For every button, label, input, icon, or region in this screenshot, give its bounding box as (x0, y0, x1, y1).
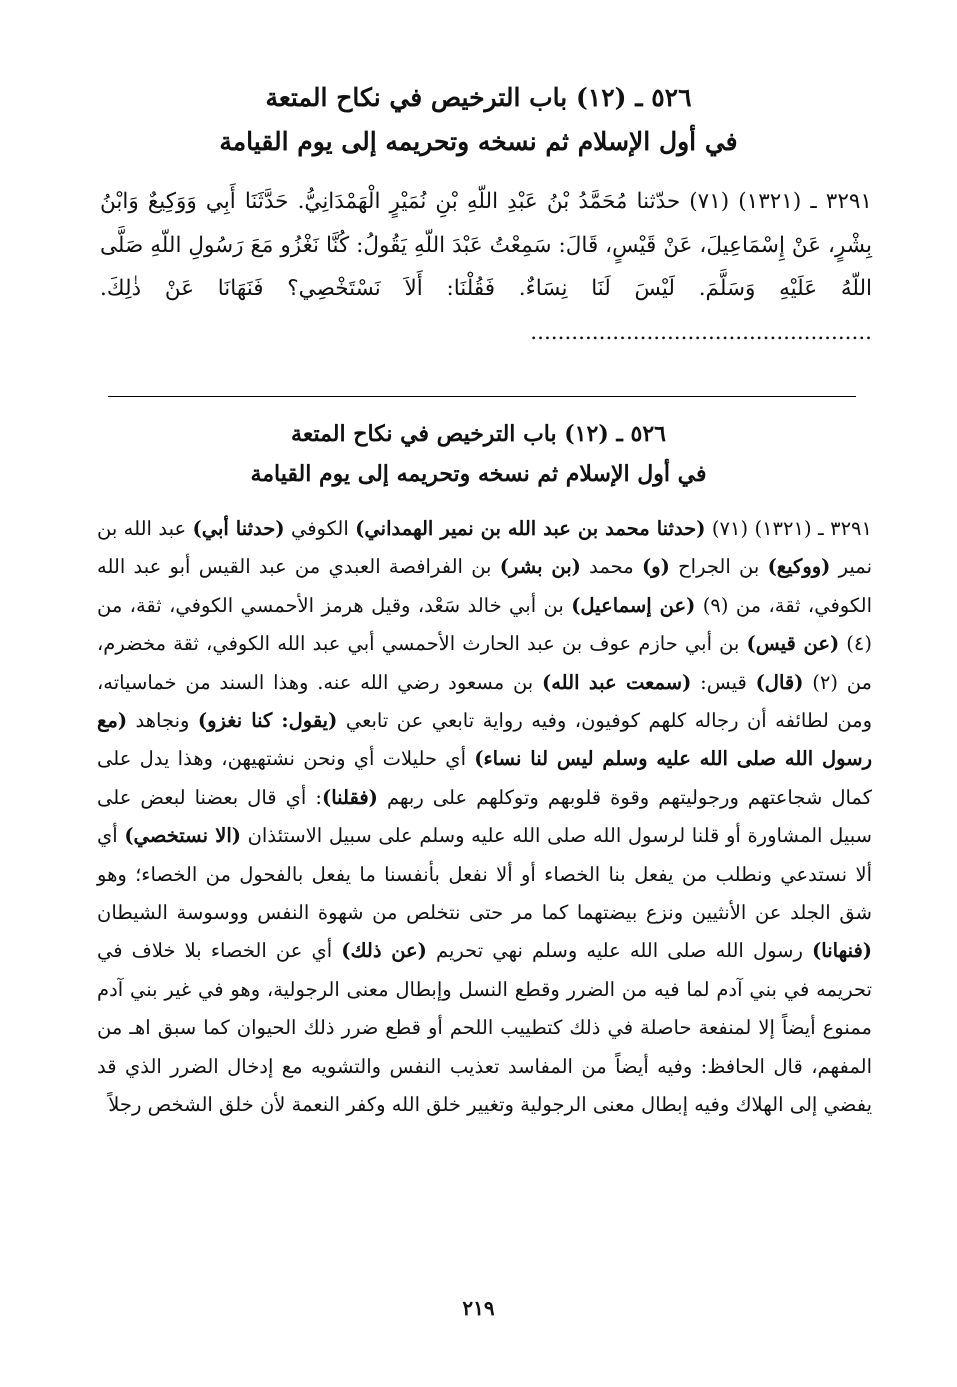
quoted-matn-segment: (قال) (755, 670, 804, 694)
quoted-matn-segment: (الا نستخصي) (124, 824, 241, 848)
quoted-matn-segment: (حدثنا أبي) (192, 517, 285, 540)
chapter-heading-sharh (90, 414, 867, 494)
quoted-matn-segment: (حدثنا محمد بن عبد الله بن نمير الهمداني) (355, 517, 706, 540)
commentary-segment: قيس: (691, 670, 756, 694)
commentary-segment: أي عن الخصاء بلا خلاف في تحريمه في بني آدم لما فيه من الضرر وقطع النسل وإبطال معنى الرجولية، وهو في غير بني آدم ممنوع أيضاً إلا لمنفعة حاصلة في ذلك كتطييب اللحم أو قطع ضرر ذلك الحيوان كما سبق اهـ من المفهم، قال الحافظ: وفيه أيضاً من المفاسد تعذيب النفس والتشويه مع إدخال الضرر الذي قد يفضي إلى الهلاك وفيه إبطال معنى الرجولية وتغيير خلق الله وكفر النعمة لأن خلق الشخص رجلاً (97, 939, 872, 1117)
hadith-text: ٣٢٩١ ـ (١٣٢١) (٧١) حدّثنا مُحَمَّدُ بْنُ عَبْدِ اللّهِ بْنِ نُمَيْرٍ الْهَمْدَانِيُّ. حَدَّثَنَا أَبِي وَوَكِيعٌ وَابْنُ بِشْرٍ، عَنْ إِسْمَاعِيلَ، عَنْ قَيْسٍ، قَالَ: سَمِعْتُ عَبْدَ اللّهِ يَقُولُ: كُنَّا نَغْزُو مَعَ رَسُولِ اللّهِ صَلَّى اللّهُ عَلَيْهِ وَسَلَّمَ. لَيْسَ لَنَا نِسَاءٌ. فَقُلْنَا: أَلاَ نَسْتَخْصِي؟ فَنَهَانَا عَنْ ذٰلِكَ. (100, 189, 872, 301)
heading-line-2: في أول الإسلام ثم نسخه وتحريمه إلى يوم القيامة (219, 127, 738, 156)
chapter-heading-matn (90, 76, 867, 164)
commentary-segment: أي ألا نستدعي ونطلب من يفعل بنا الخصاء أو ألا نفعل بأنفسنا ما يفعل بالفحول من الخصاء؛ وهو شق الجلد عن الأنثيين ونزع بيضتهما كما مر حتى نتخلص من شهوة النفس ووسوسة الشيطان (97, 824, 872, 925)
quoted-matn-segment: (ووكيع) (767, 555, 831, 579)
commentary-segment: بن مسعود رضي الله عنه. وهذا السند من خماسياته، ومن لطائفه أن رجاله كلهم كوفيون، وفيه رواية تابعي عن تابعي (97, 670, 872, 733)
heading-line-2: في أول الإسلام ثم نسخه وتحريمه إلى يوم القيامة (250, 461, 707, 487)
quoted-matn-segment: (مع رسول الله صلى الله عليه وسلم ليس لنا نساء) (97, 709, 872, 771)
commentary-segment: ٣٢٩١ ـ (١٣٢١) (٧١) (705, 517, 872, 540)
quoted-matn-segment: (فنهانا) (812, 939, 873, 963)
dotted-line: .................................................. (530, 319, 872, 345)
page-number: ٢١٩ (462, 1296, 495, 1320)
quoted-matn-segment: (سمعت عبد الله) (542, 670, 692, 694)
section-divider (108, 396, 856, 397)
quoted-matn-segment: (بن بشر) (499, 555, 581, 579)
quoted-matn-segment: (فقلنا) (321, 785, 378, 809)
commentary-text (97, 510, 872, 1125)
commentary-segment: بن أبي خالد سَعْد، وقيل هرمز الأحمسي الكوفي، ثقة، من (٤) (97, 593, 872, 656)
commentary-segment: بن أبي حازم عوف بن عبد الحارث الأحمسي أبي عبد الله الكوفي، ثقة مخضرم، من (٢) (97, 632, 872, 694)
heading-line-1: ٥٢٦ ـ (١٢) باب الترخيص في نكاح المتعة (291, 421, 666, 447)
commentary-segment: بن الجراح (669, 555, 768, 579)
commentary-segment: عبد الله بن نمير (97, 517, 873, 579)
commentary-segment: رسول الله صلى الله عليه وسلم نهي تحريم (426, 939, 813, 963)
commentary-segment: الكوفي (284, 517, 356, 540)
commentary-segment: : أي قال بعضنا لبعض على سبيل المشاورة أو قلنا لرسول الله صلى الله عليه وسلم على سبيل الاستئذان (97, 785, 872, 848)
quoted-matn-segment: (عن إسماعيل) (571, 593, 696, 617)
commentary-segment: أي حليلات أي ونحن نشتهيهن، وهذا يدل على كمال شجاعتهم ورجوليتهم وقوة قلوبهم وتوكلهم على ربهم (97, 747, 872, 809)
heading-line-1: ٥٢٦ ـ (١٢) باب الترخيص في نكاح المتعة (265, 83, 692, 112)
quoted-matn-segment: (عن قيس) (746, 632, 840, 656)
hadith-matn (100, 180, 872, 354)
quoted-matn-segment: (يقول: كنا نغزو) (197, 709, 338, 733)
commentary-segment: محمد (580, 555, 642, 579)
quoted-matn-segment: (و) (641, 555, 670, 579)
quoted-matn-segment: (عن ذلك) (341, 939, 427, 963)
commentary-segment: ونجاهد (127, 709, 198, 733)
commentary-segment: بن الفرافصة العبدي من عبد القيس أبو عبد الله الكوفي، ثقة، من (٩) (97, 555, 872, 617)
